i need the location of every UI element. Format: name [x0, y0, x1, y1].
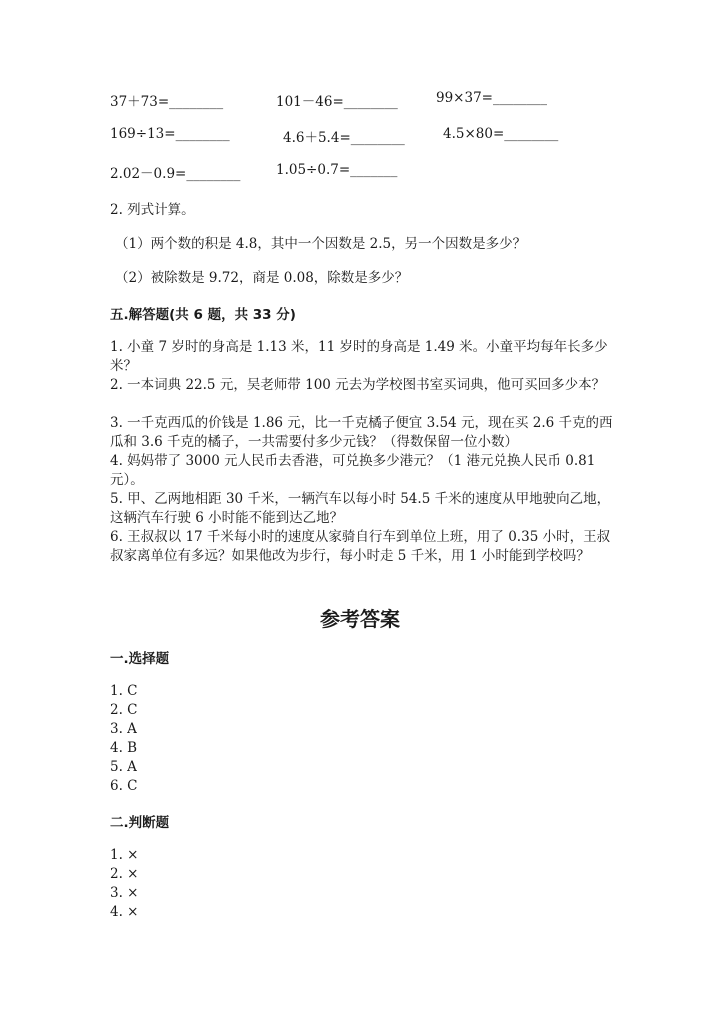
- calc-item: 101－46=________: [276, 94, 398, 110]
- answer-item: 4. ×: [110, 904, 139, 920]
- answer-item: 3. A: [110, 721, 137, 737]
- calc-item: 169÷13=________: [110, 126, 230, 142]
- answer-list-choice: [110, 682, 138, 796]
- section-title: 2. 列式计算。: [110, 202, 195, 218]
- problem-item: 6. 王叔叔以 17 千米每小时的速度从家骑自行车到单位上班，用了 0.35 小时，王叔叔家离单位有多远？如果他改为步行，每小时走 5 千米，用 1 小时能到学校吗？: [110, 529, 611, 564]
- answer-item: 1. ×: [110, 847, 139, 863]
- problem-item: 1. 小童 7 岁时的身高是 1.13 米，11 岁时的身高是 1.49 米。小童平均每年长多少米？: [110, 339, 608, 374]
- answer-section-heading: 一.选择题: [110, 651, 170, 667]
- calc-item: 4.5×80=________: [443, 126, 559, 142]
- answer-item: 5. A: [110, 759, 137, 775]
- answer-section-heading: 二.判断题: [110, 815, 170, 831]
- problem-item: 5. 甲、乙两地相距 30 千米，一辆汽车以每小时 54.5 千米的速度从甲地驶向乙地，这辆汽车行驶 6 小时能不能到达乙地？: [110, 491, 611, 526]
- calc-item: 4.6＋5.4=________: [283, 130, 405, 146]
- answers-title: 参考答案: [320, 607, 400, 631]
- answer-item: 4. B: [110, 740, 138, 756]
- answer-item: 3. ×: [110, 885, 139, 901]
- calc-item: 2.02－0.9=________: [110, 166, 241, 182]
- question-text: （1）两个数的积是 4.8，其中一个因数是 2.5，另一个因数是多少？: [115, 236, 527, 252]
- calc-item: 1.05÷0.7=_______: [276, 162, 398, 178]
- section-heading: 五.解答题(共 6 题，共 33 分): [110, 307, 296, 323]
- answer-item: 1. C: [110, 683, 138, 699]
- answer-item: 2. ×: [110, 866, 139, 882]
- calc-item: 99×37=________: [436, 90, 547, 106]
- calc-item: 37＋73=________: [110, 94, 224, 110]
- problem-item: 2. 一本词典 22.5 元，吴老师带 100 元去为学校图书室买词典，他可买回多少本？: [110, 377, 606, 393]
- answer-item: 2. C: [110, 702, 138, 718]
- problem-item: 3. 一千克西瓜的价钱是 1.86 元，比一千克橘子便宜 3.54 元，现在买 2.6 千克的西瓜和 3.6 千克的橘子，一共需要付多少元钱？（得数保留一位小数）: [110, 415, 613, 450]
- problem-item: 4. 妈妈带了 3000 元人民币去香港，可兑换多少港元？（1 港元兑换人民币 0.81 元）。: [110, 453, 596, 488]
- answer-item: 6. C: [110, 778, 138, 794]
- question-text: （2）被除数是 9.72，商是 0.08，除数是多少？: [115, 270, 409, 286]
- answer-list-judge: [110, 846, 138, 922]
